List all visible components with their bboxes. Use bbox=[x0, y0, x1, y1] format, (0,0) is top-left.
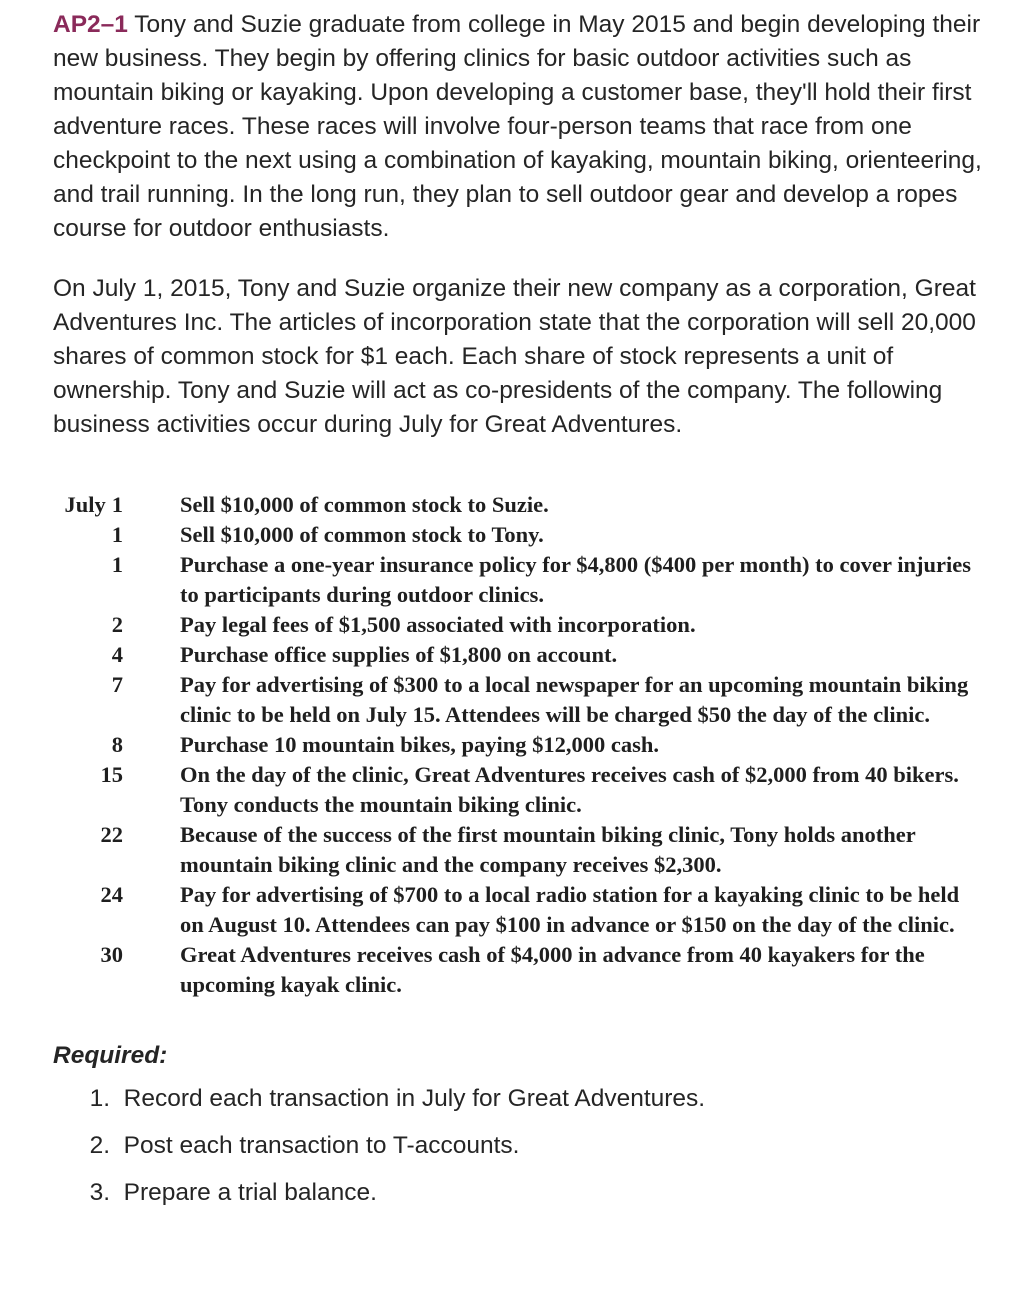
incorporation-paragraph: On July 1, 2015, Tony and Suzie organize their new company as a corporation, Great Adventures Inc. The articles of incorporation state that the corporation will sell 20,000 shares of common stock for $1 each. Each share of stock represents a unit of ownership. Tony and Suzie will act as co-presidents of the company. The following business activities occur during July for Great Adventures. bbox=[53, 275, 976, 438]
transaction-row bbox=[53, 760, 980, 820]
transaction-date: 22 bbox=[100, 822, 123, 847]
transaction-date: 30 bbox=[100, 942, 123, 967]
transaction-row bbox=[53, 550, 980, 610]
transaction-row bbox=[53, 640, 980, 670]
required-item-number: 2. bbox=[89, 1132, 110, 1159]
transaction-date: 8 bbox=[111, 732, 123, 757]
transaction-row bbox=[53, 820, 980, 880]
transaction-description: On the day of the clinic, Great Adventures receives cash of $2,000 from 40 bikers. Tony conducts the mountain biking clinic. bbox=[180, 762, 959, 817]
transaction-date: 15 bbox=[100, 762, 123, 787]
transaction-description: Because of the success of the first mountain biking clinic, Tony holds another mountain biking clinic and the company receives $2,300. bbox=[180, 822, 916, 877]
transaction-date: 1 bbox=[111, 552, 123, 577]
problem-page bbox=[53, 8, 983, 1223]
transaction-date: 24 bbox=[100, 882, 123, 907]
transaction-date: July 1 bbox=[64, 492, 123, 517]
transaction-description: Pay for advertising of $700 to a local radio station for a kayaking clinic to be held on August 10. Attendees can pay $100 in advance or $150 on the day of the clinic. bbox=[180, 882, 960, 937]
transaction-description: Pay legal fees of $1,500 associated with incorporation. bbox=[180, 612, 696, 637]
transaction-description: Sell $10,000 of common stock to Suzie. bbox=[180, 492, 549, 517]
transaction-description: Purchase a one-year insurance policy for $4,800 ($400 per month) to cover injuries to participants during outdoor clinics. bbox=[180, 552, 971, 607]
transaction-row bbox=[53, 610, 980, 640]
transaction-month: July bbox=[64, 492, 106, 517]
transaction-description: Purchase office supplies of $1,800 on account. bbox=[180, 642, 618, 667]
transaction-date: 2 bbox=[111, 612, 123, 637]
required-item-text: Record each transaction in July for Great Adventures. bbox=[123, 1085, 706, 1112]
transaction-row bbox=[53, 940, 980, 1000]
required-item-text: Prepare a trial balance. bbox=[123, 1179, 377, 1206]
problem-id: AP2–1 bbox=[53, 11, 128, 38]
required-heading: Required: bbox=[53, 1042, 168, 1069]
intro-paragraph bbox=[53, 8, 983, 246]
transaction-description: Pay for advertising of $300 to a local newspaper for an upcoming mountain biking clinic to be held on July 15. Attendees will be charged $50 the day of the clinic. bbox=[180, 672, 969, 727]
transaction-description: Great Adventures receives cash of $4,000 in advance from 40 kayakers for the upcoming kayak clinic. bbox=[180, 942, 925, 997]
required-item bbox=[53, 1129, 983, 1176]
required-item-number: 3. bbox=[89, 1179, 110, 1206]
required-item bbox=[53, 1082, 983, 1129]
transaction-row bbox=[53, 670, 980, 730]
transactions-table bbox=[53, 490, 980, 1000]
required-list bbox=[53, 1082, 983, 1223]
transaction-date: 1 bbox=[111, 522, 123, 547]
required-item bbox=[53, 1176, 983, 1223]
transaction-description: Purchase 10 mountain bikes, paying $12,000 cash. bbox=[180, 732, 660, 757]
transaction-date: 7 bbox=[111, 672, 123, 697]
required-item-text: Post each transaction to T-accounts. bbox=[123, 1132, 520, 1159]
transaction-row bbox=[53, 490, 980, 520]
transaction-row bbox=[53, 730, 980, 760]
required-item-number: 1. bbox=[89, 1085, 110, 1112]
transaction-description: Sell $10,000 of common stock to Tony. bbox=[180, 522, 544, 547]
intro-text: Tony and Suzie graduate from college in May 2015 and begin developing their new business. They begin by offering clinics for basic outdoor activities such as mountain biking or kayaking. Upon developing a customer base, they'll hold their first adventure races. These races will involve four-person teams that race from one checkpoint to the next using a combination of kayaking, mountain biking, orienteering, and trail running. In the long run, they plan to sell outdoor gear and develop a ropes course for outdoor enthusiasts. bbox=[53, 11, 982, 242]
transaction-row bbox=[53, 520, 980, 550]
transaction-row bbox=[53, 880, 980, 940]
transaction-date: 4 bbox=[111, 642, 123, 667]
